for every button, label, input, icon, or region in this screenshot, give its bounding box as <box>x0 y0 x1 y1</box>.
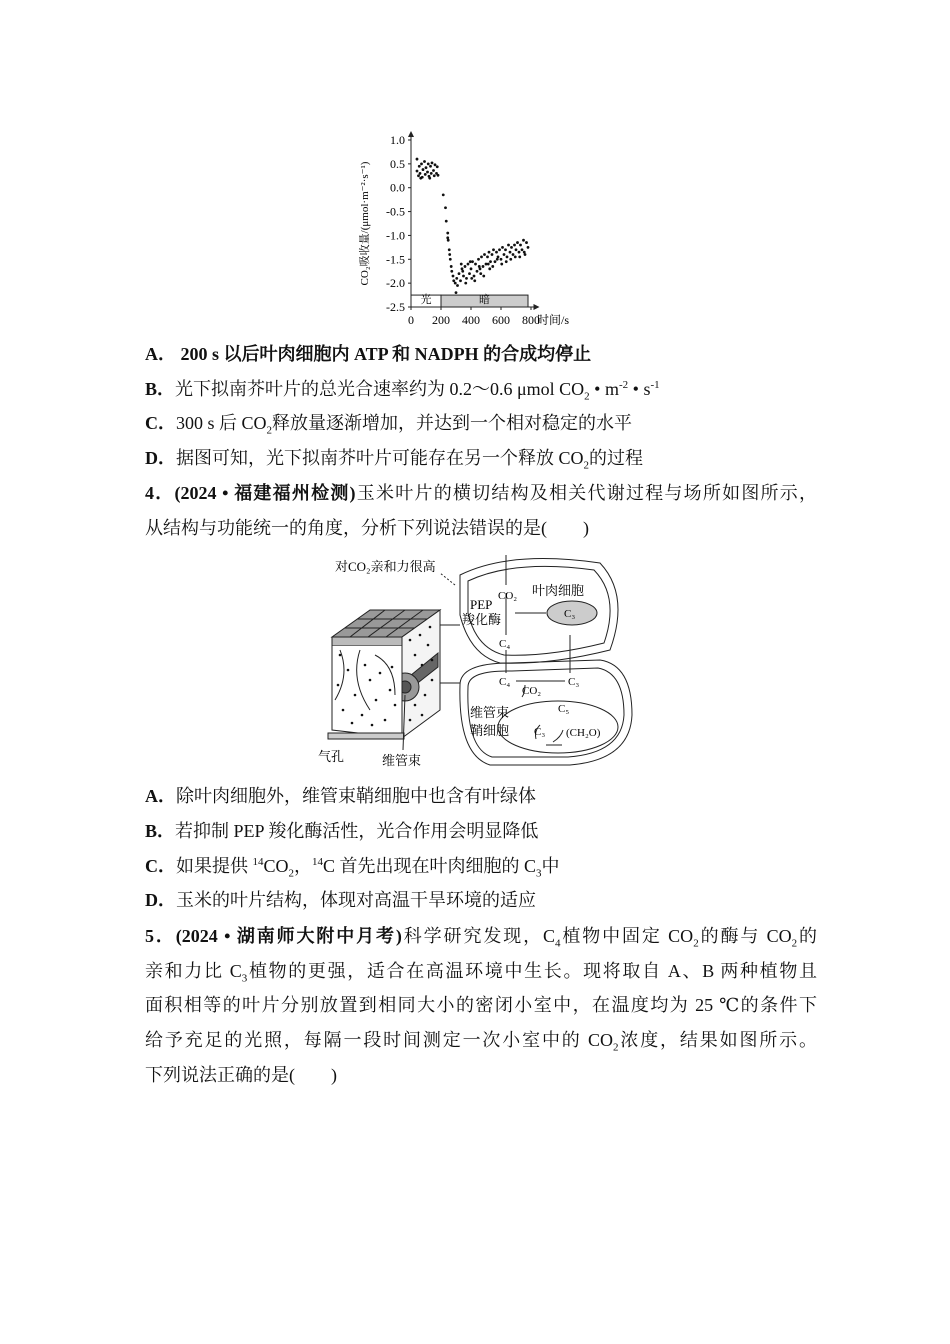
text-segment: 3 <box>241 972 248 985</box>
data-point <box>521 248 524 251</box>
data-point <box>423 160 426 163</box>
text-line <box>145 889 817 911</box>
text-segment: 如果提供 <box>176 856 253 876</box>
data-point <box>446 236 449 239</box>
item-label: C． <box>145 413 176 433</box>
text-segment: 除叶肉细胞外，维管束鞘细胞中也含有叶绿体 <box>176 786 536 806</box>
phase-label: 暗 <box>479 294 490 307</box>
data-point <box>501 246 504 249</box>
data-point <box>474 263 477 266</box>
text-segment: 2 <box>266 424 273 437</box>
data-point <box>479 272 482 275</box>
data-point <box>452 279 455 282</box>
y-tick-label: 0.5 <box>390 156 405 171</box>
data-point <box>512 253 515 256</box>
chloroplast-dot <box>431 679 434 682</box>
data-point <box>495 251 498 254</box>
data-point <box>479 267 482 270</box>
text-segment: • m <box>589 379 619 399</box>
data-point <box>487 263 490 266</box>
chloroplast-dot <box>421 714 424 717</box>
data-point <box>420 162 423 165</box>
data-point <box>433 174 436 177</box>
text-segment: 玉米叶片的横切结构及相关代谢过程与场所如图所示， <box>355 483 817 503</box>
data-point <box>450 265 453 268</box>
data-point <box>416 158 419 161</box>
data-point <box>448 248 451 251</box>
data-point <box>473 279 476 282</box>
mesophyll-cell-label: 叶肉细胞 <box>532 583 585 598</box>
text-line <box>145 925 818 950</box>
data-point <box>480 256 483 259</box>
bundle-sheath-label: 维管束 <box>470 705 510 720</box>
chloroplast-dot <box>419 634 422 637</box>
chloroplast-dot <box>391 666 394 669</box>
data-point <box>467 263 470 266</box>
text-line <box>145 378 817 403</box>
text-line <box>145 447 817 472</box>
data-point <box>486 256 489 259</box>
data-point <box>500 263 503 266</box>
data-point <box>419 177 422 180</box>
data-point <box>488 267 491 270</box>
c3-label: C₃ <box>564 608 576 620</box>
data-point <box>498 248 501 251</box>
data-point <box>489 260 492 263</box>
text-segment: 科学研究发现，C <box>401 926 555 946</box>
data-point <box>477 258 480 261</box>
chloroplast-dot <box>431 659 434 662</box>
text-line <box>145 1029 817 1054</box>
chloroplast-dot <box>384 719 387 722</box>
data-point <box>425 166 428 169</box>
x-tick-label: 800 <box>522 313 540 327</box>
chloroplast-dot <box>421 664 424 667</box>
data-point <box>448 253 451 256</box>
carboxylase-label: 羧化酶 <box>462 612 502 627</box>
y-tick-label: 0.0 <box>390 180 405 195</box>
data-point <box>514 256 517 259</box>
data-point <box>446 232 449 235</box>
y-tick-label: -1.0 <box>386 228 405 243</box>
text-line <box>145 412 817 437</box>
text-segment: 中 <box>541 856 560 876</box>
stoma-label: 气孔 <box>318 749 345 764</box>
text-segment: 给予充足的光照，每隔一段时间测定一次小室中的 CO <box>145 1030 614 1050</box>
text-segment: 浓度，结果如图所示。 <box>618 1030 817 1050</box>
data-point <box>442 193 445 196</box>
data-point <box>503 253 506 256</box>
chloroplast-dot <box>414 654 417 657</box>
data-point <box>460 263 463 266</box>
text-segment: 若抑制 PEP 羧化酶活性，光合作用会明显降低 <box>175 821 539 841</box>
chloroplast-dot <box>427 644 430 647</box>
data-point <box>431 162 434 165</box>
data-point <box>429 165 432 168</box>
data-point <box>461 267 464 270</box>
text-segment: 14 <box>252 856 264 868</box>
chloroplast-dot <box>364 664 367 667</box>
data-point <box>445 220 448 223</box>
data-point <box>515 248 518 251</box>
data-point <box>470 277 473 280</box>
y-tick-label: -2.5 <box>386 300 405 314</box>
item-label: 5． <box>145 926 176 946</box>
text-segment: (2024 • 福建福州检测) <box>174 483 356 503</box>
text-segment: 2 <box>288 867 295 880</box>
data-point <box>428 177 431 180</box>
chloroplast-dot <box>409 639 412 642</box>
item-label: B． <box>145 821 176 841</box>
data-point <box>426 171 429 174</box>
data-point <box>505 260 508 263</box>
data-point <box>470 267 473 270</box>
data-point <box>513 244 516 247</box>
y-tick-label: -0.5 <box>386 204 405 219</box>
item-label: D． <box>145 448 176 468</box>
data-point <box>473 275 476 278</box>
item-label: C． <box>145 856 176 876</box>
vascular-bundle-label: 维管束 <box>382 753 422 768</box>
text-segment: 的过程 <box>589 448 644 468</box>
chloroplast-dot <box>337 684 340 687</box>
data-point <box>418 165 421 168</box>
data-point <box>447 239 450 242</box>
bundle-sheath-label: 鞘细胞 <box>470 723 510 738</box>
data-point <box>450 270 453 273</box>
data-point <box>507 244 510 247</box>
data-point <box>491 265 494 268</box>
data-point <box>449 258 452 261</box>
data-point <box>417 174 420 177</box>
text-line <box>145 855 817 880</box>
text-line <box>145 482 817 504</box>
data-point <box>491 253 494 256</box>
chloroplast-dot <box>339 654 342 657</box>
c5-label: C₅ <box>558 703 570 715</box>
data-point <box>461 270 464 273</box>
chloroplast-dot <box>414 704 417 707</box>
data-point <box>524 253 527 256</box>
data-point <box>500 258 503 261</box>
data-point <box>509 258 512 261</box>
data-point <box>497 256 500 259</box>
data-point <box>506 256 509 259</box>
data-point <box>455 277 458 280</box>
chloroplast-dot <box>351 722 354 725</box>
data-point <box>459 279 462 282</box>
chloroplast-dot <box>389 689 392 692</box>
text-line <box>145 994 817 1016</box>
data-point <box>519 244 522 247</box>
data-point <box>525 241 528 244</box>
c4-label: C₄ <box>499 638 511 650</box>
y-tick-label: -1.5 <box>386 252 405 267</box>
data-point <box>483 253 486 256</box>
data-point <box>432 169 435 172</box>
data-point <box>434 163 437 166</box>
data-point <box>424 173 427 176</box>
text-segment: 植物的更强，适合在高温环境中生长。现将取自 A、B 两种植物且 <box>247 961 817 981</box>
c3-label: C₃ <box>534 726 546 738</box>
data-point <box>422 168 425 171</box>
data-point <box>509 251 512 254</box>
text-segment: 200 s 以后叶肉细胞内 ATP 和 NADPH 的合成均停止 <box>176 344 592 364</box>
text-segment: 释放量逐渐增加，并达到一个相对稳定的水平 <box>272 413 633 433</box>
data-point <box>416 170 419 173</box>
chloroplast-dot <box>375 699 378 702</box>
text-line <box>145 1064 817 1086</box>
text-segment: 2 <box>791 937 798 950</box>
x-axis-arrow <box>534 304 540 310</box>
chloroplast-dot <box>409 719 412 722</box>
data-point <box>518 251 521 254</box>
data-point <box>430 172 433 175</box>
maize-leaf-diagram <box>310 555 640 770</box>
chloroplast-dot <box>371 724 374 727</box>
y-tick-label: 1.0 <box>390 133 405 147</box>
data-point <box>488 251 491 254</box>
data-point <box>482 275 485 278</box>
data-point <box>454 282 457 285</box>
data-point <box>462 275 465 278</box>
data-point <box>469 260 472 263</box>
data-point <box>452 275 455 278</box>
data-point <box>456 284 459 287</box>
data-point <box>436 165 439 168</box>
x-axis-label: 时间/s <box>537 313 570 327</box>
text-segment: 300 s 后 CO <box>176 413 267 433</box>
y-tick-label: -2.0 <box>386 276 405 291</box>
text-line <box>145 960 817 985</box>
x-tick-label: 200 <box>432 313 450 327</box>
text-segment: 的 <box>797 926 818 946</box>
text-segment: 玉米的叶片结构，体现对高温干旱环境的适应 <box>176 890 536 910</box>
text-segment: 2 <box>693 937 699 950</box>
chloroplast-dot <box>369 679 372 682</box>
text-segment: 光下拟南芥叶片的总光合速率约为 0.2～0.6 μmol CO <box>175 379 585 399</box>
chloroplast-dot <box>379 672 382 675</box>
data-point <box>427 162 430 165</box>
data-point <box>523 251 526 254</box>
x-tick-label: 0 <box>408 313 414 327</box>
phase-label: 光 <box>420 294 432 307</box>
text-segment: 2 <box>613 1041 619 1054</box>
data-point <box>522 239 525 242</box>
chloroplast-dot <box>354 694 357 697</box>
text-segment: (2024 • 湖南师大附中月考) <box>175 926 402 946</box>
data-point <box>476 270 479 273</box>
data-point <box>510 246 513 249</box>
x-tick-label: 600 <box>492 313 510 327</box>
data-point <box>516 241 519 244</box>
text-segment: 据图可知，光下拟南芥叶片可能存在另一个释放 CO <box>176 448 584 468</box>
text-line <box>145 785 817 807</box>
y-axis-label: CO₂吸收量/(μmol·m⁻²·s⁻¹) <box>359 161 371 286</box>
pep-label: PEP <box>470 597 493 612</box>
co2-label: CO₂ <box>522 685 542 697</box>
text-segment: • s <box>628 379 651 399</box>
data-point <box>504 248 507 251</box>
text-line <box>145 343 817 365</box>
leaf-cross-section-illustration <box>328 610 460 750</box>
data-point <box>444 206 447 209</box>
chloroplast-dot <box>342 709 345 712</box>
text-segment: -1 <box>650 379 660 391</box>
chloroplast-dot <box>347 669 350 672</box>
text-segment: 4 <box>554 937 561 950</box>
x-tick-label: 400 <box>462 313 480 327</box>
text-segment: 亲和力比 C <box>145 961 242 981</box>
data-point <box>518 256 521 259</box>
text-segment: 3 <box>536 867 542 880</box>
item-label: B． <box>145 379 176 399</box>
data-point <box>464 282 467 285</box>
data-point <box>496 258 499 261</box>
data-point <box>494 260 497 263</box>
ch2o-label: (CH₂O) <box>566 727 601 739</box>
item-label: A． <box>145 344 176 364</box>
text-segment: 2 <box>584 390 590 403</box>
data-point <box>455 291 458 294</box>
y-axis-arrow <box>408 131 414 137</box>
chloroplast-dot <box>394 704 397 707</box>
chloroplast-dot <box>429 626 432 629</box>
data-point <box>492 248 495 251</box>
text-segment: 面积相等的叶片分别放置到相同大小的密闭小室中，在温度均为 25 ℃的条件下 <box>145 995 817 1015</box>
text-line <box>145 517 817 539</box>
text-segment: -2 <box>618 379 629 391</box>
data-point <box>482 265 485 268</box>
text-segment: 2 <box>583 459 590 472</box>
data-point <box>437 174 440 177</box>
data-point <box>458 272 461 275</box>
data-point <box>527 246 530 249</box>
text-segment: C 首先出现在叶肉细胞的 C <box>323 856 537 876</box>
chloroplast-dot <box>361 714 364 717</box>
data-point <box>465 277 468 280</box>
c3-label: C₃ <box>568 676 580 688</box>
co2-affinity-label: 对CO₂亲和力很高 <box>335 559 436 574</box>
text-segment: 14 <box>312 856 324 868</box>
text-segment: 的酶与 CO <box>698 926 792 946</box>
text-segment: 下列说法正确的是( ) <box>145 1065 337 1085</box>
text-line <box>145 820 817 842</box>
co2-label: CO₂ <box>498 590 518 602</box>
data-point <box>468 272 471 275</box>
text-segment: 植物中固定 CO <box>560 926 694 946</box>
data-point <box>464 265 467 268</box>
item-label: D． <box>145 890 176 910</box>
text-segment: ， <box>294 856 313 876</box>
chloroplast-dot <box>424 694 427 697</box>
text-segment: CO <box>263 856 289 876</box>
c4-label: C₄ <box>499 676 511 688</box>
data-point <box>478 265 481 268</box>
item-label: A． <box>145 786 176 806</box>
item-label: 4． <box>145 483 175 503</box>
co2-uptake-scatter-chart <box>350 125 600 335</box>
text-segment: 从结构与功能统一的角度，分析下列说法错误的是( ) <box>145 518 589 538</box>
data-point <box>419 172 422 175</box>
